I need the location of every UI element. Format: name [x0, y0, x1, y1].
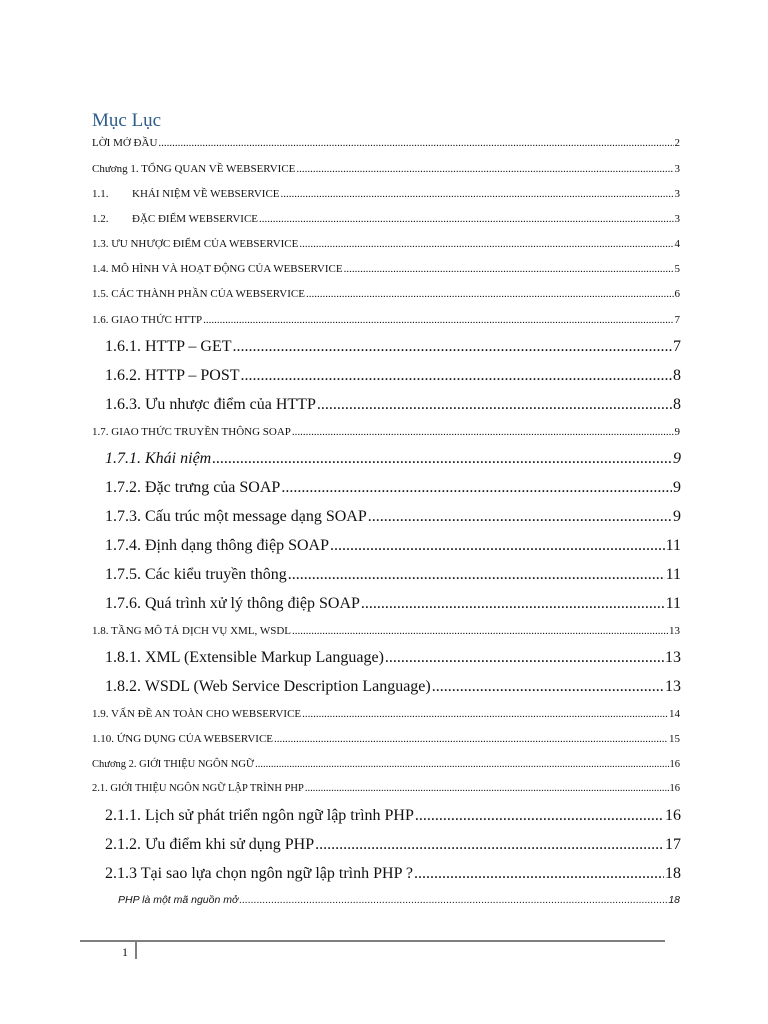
toc-leader-dots	[361, 593, 665, 615]
toc-entry[interactable]	[92, 211, 680, 227]
toc-entry-label: 1.10. ỨNG DỤNG CỦA WEBSERVICE	[92, 733, 274, 745]
toc-leader-dots	[241, 365, 672, 387]
toc-entry-page: 3	[674, 213, 680, 225]
toc-entry[interactable]	[105, 593, 681, 615]
toc-entry[interactable]	[92, 312, 680, 328]
toc-entry-page: 11	[665, 566, 681, 583]
toc-leader-dots	[330, 535, 665, 557]
toc-entry-label: 1.8.1. XML (Extensible Markup Language)	[105, 649, 384, 666]
toc-entry[interactable]	[105, 834, 681, 856]
toc-entry-label	[92, 211, 258, 227]
toc-leader-dots	[158, 135, 673, 151]
toc-entry-page: 7	[673, 338, 681, 355]
toc-entry-label: 1.3. ƯU NHƯỢC ĐIỂM CỦA WEBSERVICE	[92, 238, 299, 250]
toc-entry[interactable]	[92, 757, 680, 772]
toc-entry[interactable]	[118, 893, 680, 908]
toc-leader-dots	[432, 676, 664, 698]
toc-entry-page: 9	[673, 450, 681, 467]
toc-entry-label: 1.7.5. Các kiểu truyền thông	[105, 566, 287, 583]
toc-entry[interactable]	[105, 448, 681, 470]
toc-entry[interactable]	[92, 731, 680, 747]
toc-leader-dots	[302, 706, 668, 722]
toc-leader-dots	[233, 336, 672, 358]
toc-entry-page: 4	[674, 238, 680, 250]
toc-entry[interactable]	[92, 424, 680, 440]
toc-title: Mục Lục	[92, 110, 162, 131]
toc-entry[interactable]	[92, 623, 680, 639]
toc-entry-label: 1.7.2. Đặc trưng của SOAP	[105, 479, 281, 496]
footer-vertical-bar	[135, 941, 137, 959]
toc-entry[interactable]	[105, 676, 681, 698]
toc-entry-page: 15	[669, 733, 680, 745]
toc-entry-label: 2.1. GIỚI THIỆU NGÔN NGỮ LẬP TRÌNH PHP	[92, 783, 304, 794]
toc-entry-text: ĐẶC ĐIỂM WEBSERVICE	[132, 213, 259, 225]
toc-leader-dots	[203, 312, 673, 328]
toc-leader-dots	[344, 261, 674, 277]
toc-entry[interactable]	[92, 261, 680, 277]
toc-leader-dots	[255, 757, 668, 772]
toc-entry[interactable]	[105, 336, 681, 358]
toc-leader-dots	[274, 731, 668, 747]
toc-leader-dots	[385, 647, 664, 669]
toc-entry-label: PHP là một mã nguồn mở	[118, 894, 239, 906]
toc-entry-page: 17	[665, 836, 681, 853]
toc-entry-page: 13	[665, 649, 681, 666]
toc-entry-label: LỜI MỞ ĐẦU	[92, 137, 158, 149]
toc-leader-dots	[292, 623, 668, 639]
toc-entry-page: 18	[668, 894, 680, 906]
toc-entry[interactable]	[92, 135, 680, 151]
toc-entry-label: 1.8. TẦNG MÔ TẢ DỊCH VỤ XML, WSDL	[92, 625, 292, 637]
toc-entry-page: 2	[674, 137, 680, 149]
toc-leader-dots	[317, 394, 672, 416]
toc-leader-dots	[288, 564, 665, 586]
toc-entry-label: 1.6.1. HTTP – GET	[105, 338, 232, 355]
toc-entry[interactable]	[92, 236, 680, 252]
toc-entry-label: 1.7. GIAO THỨC TRUYỀN THÔNG SOAP	[92, 426, 291, 438]
toc-entry-label	[92, 186, 280, 202]
toc-leader-dots	[415, 805, 664, 827]
toc-entry-page: 9	[673, 508, 681, 525]
toc-entry-page: 8	[673, 396, 681, 413]
toc-entry-number: 1.1.	[92, 188, 109, 200]
toc-entry-label: 1.9. VẤN ĐỀ AN TOÀN CHO WEBSERVICE	[92, 708, 302, 720]
toc-entry[interactable]	[92, 286, 680, 302]
toc-entry[interactable]	[105, 805, 681, 827]
toc-leader-dots	[212, 448, 672, 470]
footer-page-number: 1	[122, 945, 128, 959]
toc-entry[interactable]	[92, 706, 680, 722]
toc-entry[interactable]	[105, 647, 681, 669]
toc-entry-page: 13	[669, 625, 680, 637]
toc-leader-dots	[281, 477, 672, 499]
toc-entry[interactable]	[105, 477, 681, 499]
toc-entry-page: 6	[674, 288, 680, 300]
toc-entry-label: 2.1.2. Ưu điểm khi sử dụng PHP	[105, 836, 315, 853]
toc-entry[interactable]	[105, 535, 681, 557]
toc-entry-label: 1.4. MÔ HÌNH VÀ HOẠT ĐỘNG CỦA WEBSERVICE	[92, 263, 343, 275]
toc-entry-page: 18	[665, 865, 681, 882]
toc-entry-page: 14	[669, 708, 680, 720]
toc-leader-dots	[239, 893, 667, 908]
toc-entry-label: 1.6. GIAO THỨC HTTP	[92, 314, 203, 326]
toc-leader-dots	[305, 781, 669, 796]
toc-leader-dots	[296, 161, 673, 177]
toc-entry-page: 9	[673, 479, 681, 496]
toc-leader-dots	[368, 506, 672, 528]
toc-entry-label: 2.1.1. Lịch sử phát triển ngôn ngữ lập trình PHP	[105, 807, 414, 824]
toc-entry-page: 7	[674, 314, 680, 326]
toc-entry-page: 11	[665, 595, 681, 612]
toc-entry-page: 11	[665, 537, 681, 554]
toc-entry-label: Chương 1. TỔNG QUAN VỀ WEBSERVICE	[92, 163, 296, 175]
toc-entry[interactable]	[105, 365, 681, 387]
toc-entry[interactable]	[92, 186, 680, 202]
toc-entry-label: 1.6.2. HTTP – POST	[105, 367, 240, 384]
toc-entry-number: 1.2.	[92, 213, 109, 225]
toc-entry-label: 2.1.3 Tại sao lựa chọn ngôn ngữ lập trình PHP ?	[105, 865, 413, 882]
toc-entry-label: 1.8.2. WSDL (Web Service Description Language)	[105, 678, 431, 695]
toc-entry-label: Chương 2. GIỚI THIỆU NGÔN NGỮ	[92, 759, 255, 770]
toc-entry-text: KHÁI NIỆM VỀ WEBSERVICE	[132, 188, 280, 200]
toc-entry-page: 16	[669, 759, 680, 770]
toc-entry-page: 5	[674, 263, 680, 275]
toc-entry-label: 1.7.1. Khái niệm	[105, 450, 212, 467]
toc-leader-dots	[414, 863, 664, 885]
toc-entry-page: 3	[674, 188, 680, 200]
toc-leader-dots	[292, 424, 674, 440]
toc-entry-label: 1.6.3. Ưu nhược điểm của HTTP	[105, 396, 316, 413]
toc-entry[interactable]	[92, 781, 680, 796]
toc-leader-dots	[299, 236, 673, 252]
toc-entry[interactable]	[105, 394, 681, 416]
toc-entry[interactable]	[105, 564, 681, 586]
toc-entry-label: 1.7.3. Cấu trúc một message dạng SOAP	[105, 508, 367, 525]
toc-entry[interactable]	[92, 161, 680, 177]
toc-entry-page: 16	[665, 807, 681, 824]
toc-leader-dots	[315, 834, 664, 856]
toc-leader-dots	[259, 211, 673, 227]
footer-divider	[80, 940, 665, 942]
toc-leader-dots	[306, 286, 674, 302]
toc-entry[interactable]	[105, 506, 681, 528]
toc-entry-label: 1.5. CÁC THÀNH PHẦN CỦA WEBSERVICE	[92, 288, 305, 300]
toc-entry[interactable]	[105, 863, 681, 885]
toc-leader-dots	[281, 186, 674, 202]
toc-entry-page: 3	[674, 163, 680, 175]
toc-entry-page: 8	[673, 367, 681, 384]
toc-entry-label: 1.7.4. Định dạng thông điệp SOAP	[105, 537, 329, 554]
toc-entry-page: 13	[665, 678, 681, 695]
toc-entry-label: 1.7.6. Quá trình xử lý thông điệp SOAP	[105, 595, 360, 612]
toc-entry-page: 16	[669, 783, 680, 794]
toc-entry-page: 9	[674, 426, 680, 438]
